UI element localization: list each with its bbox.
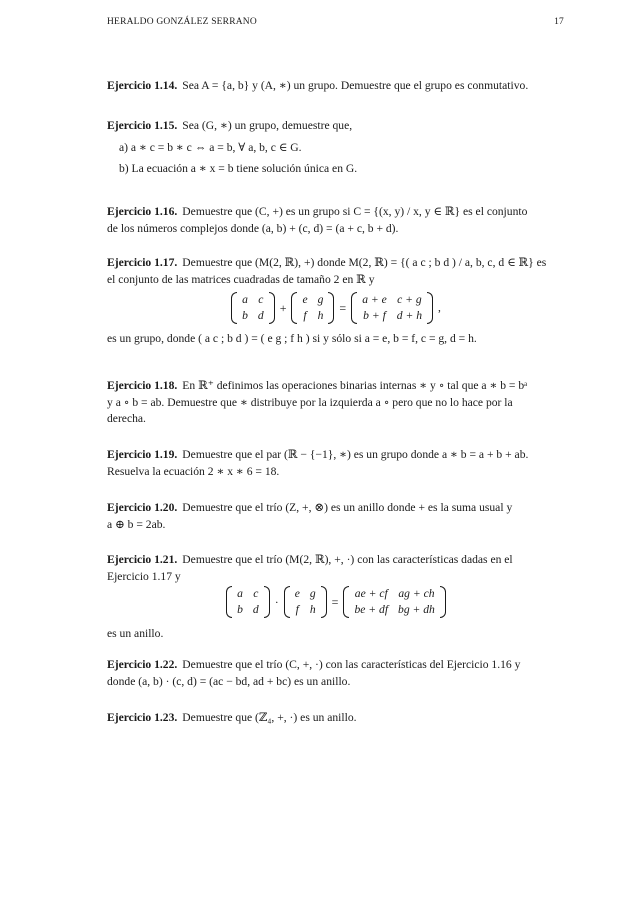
matrix-entry: b [242,309,248,322]
exercise-text-line2: de los números complejos donde (a, b) + (c, d) = (a + c, b + d). [107,221,399,235]
exercise-text-line2: a ⊕ b = 2ab. [107,517,166,531]
exercise-1-18 [107,378,565,428]
matrix-entry: b [237,603,243,616]
exercise-text-line3: derecha. [107,412,146,425]
matrix-right [284,586,327,618]
exercise-1-17 [107,255,565,348]
exercise-text-line1: Demuestre que (C, +) es un grupo si C = {(x, y) / x, y ∈ ℝ} es el conjunto [182,205,528,218]
exercise-title: Ejercicio 1.16. [107,205,178,218]
matrix-entry: a [242,293,248,306]
exercise-text-line1: Demuestre que el trío (Z, +, ⊗) es un anillo donde + es la suma usual y [182,501,513,514]
matrix-entry: be + df [354,603,389,616]
matrix-entry: f [303,309,307,322]
matrix-entry: g [309,587,316,600]
exercise-text-line3: es un grupo, donde ( a c ; b d ) = ( e g ; f h ) si y sólo si a = e, b = f, c = g, d = h. [107,332,477,345]
matrix-entry: e [302,293,308,306]
operator-plus: + [279,300,287,315]
exercise-text-line1: En ℝ⁺ definimos las operaciones binarias internas ∗ y ∘ tal que a ∗ b = bᵃ [182,379,528,392]
matrix-entry: a + e [362,293,387,306]
matrix-entry: b + f [363,309,386,322]
running-header [107,17,564,27]
matrix-left [226,586,270,618]
matrix-entry: c [258,293,264,306]
matrix-result [343,586,445,618]
exercise-title: Ejercicio 1.21. [107,553,178,566]
exercise-1-19 [107,447,565,480]
exercise-title: Ejercicio 1.23. [107,711,178,724]
comma: , [438,300,441,314]
matrix-entry: a [237,587,243,600]
exercise-title: Ejercicio 1.19. [107,448,178,461]
exercise-1-20 [107,500,565,533]
exercise-title: Ejercicio 1.17. [107,256,178,269]
exercise-text: Sea A = {a, b} y (A, ∗) un grupo. Demuestre que el grupo es conmutativo. [182,79,529,92]
exercise-1-14 [107,78,565,95]
exercise-text-line2: Ejercicio 1.17 y [107,569,181,583]
item-b: b) La ecuación a ∗ x = b tiene solución única en G. [119,162,358,175]
exercise-1-23 [107,710,565,727]
exercise-title: Ejercicio 1.15. [107,119,178,132]
exercise-text-line2: el conjunto de las matrices cuadradas de tamaño 2 en ℝ y [107,272,375,286]
exercise-text: Demuestre que (ℤ₄, +, ·) es un anillo. [182,711,357,724]
operator-equals: = [331,594,339,609]
exercise-title: Ejercicio 1.18. [107,379,178,392]
exercise-text-line2: donde (a, b) · (c, d) = (ac − bd, ad + bc) es un anillo. [107,674,351,688]
matrix-entry: bg + dh [398,603,435,616]
item-a: a) a ∗ c = b ∗ c ⇔ a = b, ∀ a, b, c ∈ G. [119,140,302,154]
operator-equals: = [339,300,347,315]
exercise-1-21 [107,552,565,643]
matrix-entry: h [309,603,316,616]
page-number: 17 [554,17,564,27]
matrix-result [351,292,433,324]
exercise-text-line1: Demuestre que el trío (C, +, ·) con las características del Ejercicio 1.16 y [182,658,521,671]
matrix-entry: f [295,603,299,616]
matrix-entry: ag + ch [398,587,435,600]
matrix-entry: d [252,603,259,616]
matrix-entry: d [257,309,264,322]
matrix-entry: d + h [396,309,422,322]
matrix-entry: e [294,587,300,600]
matrix-equation [107,582,565,622]
matrix-entry: ae + cf [354,587,388,600]
matrix-equation [107,288,565,328]
matrix-right [291,292,334,324]
exercise-text-line2: Resuelva la ecuación 2 ∗ x ∗ 6 = 18. [107,464,280,478]
exercise-text: Sea (G, ∗) un grupo, demuestre que, [182,119,353,132]
matrix-entry: c + g [397,293,422,306]
matrix-entry: g [317,293,324,306]
exercise-text-line1: Demuestre que (M(2, ℝ), +) donde M(2, ℝ) = {( a c ; b d ) / a, b, c, d ∈ ℝ} es [182,256,547,269]
matrix-entry: h [317,309,324,322]
exercise-1-16 [107,204,565,237]
matrix-left [231,292,275,324]
header-author: HERALDO GONZÁLEZ SERRANO [107,17,257,27]
exercise-title: Ejercicio 1.22. [107,658,178,671]
operator-dot: · [274,594,279,609]
exercise-text-line1: Demuestre que el par (ℝ − {−1}, ∗) es un grupo donde a ∗ b = a + b + ab. [182,448,529,461]
exercise-text-line2: y a ∘ b = ab. Demuestre que ∗ distribuye por la izquierda a ∘ pero que no lo hace por la [107,395,513,409]
matrix-entry: c [253,587,259,600]
exercise-text-line1: Demuestre que el trío (M(2, ℝ), +, ·) con las características dadas en el [182,553,513,566]
exercise-1-22 [107,657,565,690]
exercise-1-15 [107,118,565,178]
exercise-title: Ejercicio 1.14. [107,79,178,92]
exercise-title: Ejercicio 1.20. [107,501,178,514]
exercise-text-line3: es un anillo. [107,627,164,640]
